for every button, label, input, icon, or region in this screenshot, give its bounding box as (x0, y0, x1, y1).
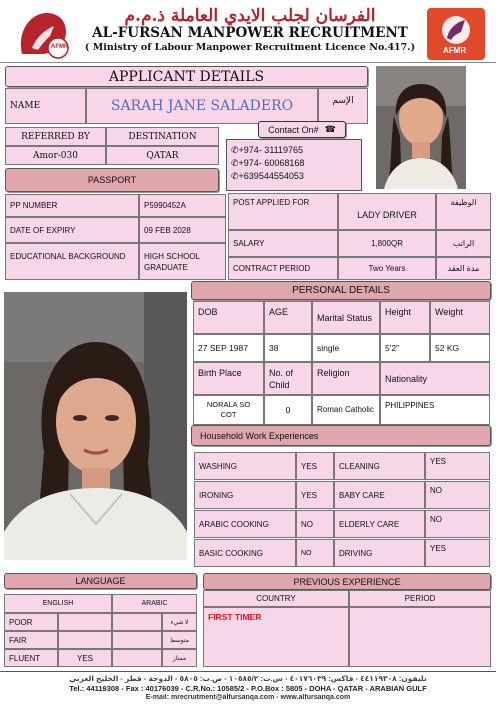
birth-place-value: NORALA SO COT (193, 395, 264, 425)
language-level-label: FLUENT (4, 649, 58, 667)
english-level-value (58, 631, 112, 649)
skill-label: ELDERLY CARE (334, 510, 425, 538)
skill-value: YES (425, 452, 490, 480)
skill-value: YES (296, 481, 334, 509)
name-label: NAME (5, 88, 86, 124)
nationality-value: PHILIPPINES (380, 395, 490, 425)
height-label: Height (380, 301, 430, 334)
footer-english-contact: Tel.: 44119308 - Fax : 40176039 - C.R.No.: 10585/2 - P.O.Box : 5805 - DOHA - QATAR - ARABIAN GULF (69, 684, 427, 693)
age-value: 38 (264, 334, 312, 362)
skill-value: NO (425, 510, 490, 538)
household-title: Household Work Experiences (191, 425, 491, 446)
contact-label (258, 121, 346, 138)
contact-number[interactable]: ✆+974- 31119765 (231, 145, 304, 155)
name-label-arabic: الإسم (318, 88, 368, 124)
referred-by-label: REFERRED BY (5, 127, 106, 146)
weight-label: Weight (430, 301, 490, 334)
phone-icon: ☎ (324, 124, 336, 134)
marital-status-label: Marital Status (312, 301, 380, 334)
post-label: POST APPLIED FOR (228, 193, 338, 230)
skill-value: NO (296, 539, 334, 567)
marital-status-value: single (312, 334, 380, 362)
pp-number-value: P5990452A (139, 194, 226, 217)
footer-email[interactable]: E-mail: mrecruitment@alfursanqa.com - www.alfursanqa.com (145, 694, 351, 701)
company-logo-right (427, 8, 485, 60)
footer-arabic-contact: تليفون: ٤٤١١٩٣٠٨ - فاكس: ٤٠١٧٦٠٣٩ - س.ت: ١٠٥٨٥/٢ - ص.ب: ٥٨٠٥ - الدوحة - قطر - الخليج العربي (69, 674, 427, 683)
dob-value: 27 SEP 1987 (193, 334, 264, 362)
dob-label: DOB (193, 301, 264, 334)
height-value: 5'2" (380, 334, 430, 362)
footer-divider (0, 671, 496, 672)
birth-place-label: Birth Place (193, 362, 264, 395)
post-label-arabic: الوظيفة (436, 193, 491, 230)
language-title: LANGUAGE (4, 573, 197, 589)
skill-label: BASIC COOKING (194, 539, 296, 567)
salary-value: 1,800QR (338, 230, 436, 257)
expiry-value: 09 FEB 2028 (139, 217, 226, 243)
arabic-col-header: ARABIC (112, 594, 197, 613)
applicant-photo-small (376, 66, 466, 189)
english-level-value (58, 613, 112, 631)
contact-list (226, 139, 362, 191)
language-level-label-arabic: لا شيء (162, 613, 197, 631)
skill-value: NO (296, 510, 334, 538)
skill-label: WASHING (194, 452, 296, 480)
licence-subtitle: ( Ministry of Labour Manpower Recruitment Licence No.417.) (84, 42, 416, 53)
language-level-label: FAIR (4, 631, 58, 649)
children-label: No. of Child (264, 362, 312, 395)
skill-value: YES (296, 452, 334, 480)
country-col-header: COUNTRY (203, 590, 349, 607)
age-label: AGE (264, 301, 312, 334)
header-divider (0, 62, 496, 63)
language-level-label-arabic: ممتاز (162, 649, 197, 667)
period-col-header: PERIOD (349, 590, 491, 607)
destination-value: QATAR (106, 146, 219, 165)
education-value: HIGH SCHOOL GRADUATE (139, 243, 226, 280)
arabic-company-name: الفرسان لجلب الايدي العاملة ذ.م.م (124, 6, 376, 26)
period-label-arabic: مدة العقد (436, 257, 491, 280)
english-col-header: ENGLISH (4, 594, 112, 613)
nationality-label: Nationality (380, 362, 490, 395)
expiry-label: DATE OF EXPIRY (5, 217, 139, 243)
passport-title: PASSPORT (5, 168, 219, 192)
period-value (349, 607, 491, 667)
contact-label-text: Contact On# (268, 124, 319, 135)
skill-label: BABY CARE (334, 481, 425, 509)
post-value: LADY DRIVER (338, 193, 436, 230)
period-value: Two Years (338, 257, 436, 280)
skill-label: ARABIC COOKING (194, 510, 296, 538)
applicant-name: SARAH JANE SALADERO (86, 88, 318, 124)
weight-value: 52 KG (430, 334, 490, 362)
language-level-label: POOR (4, 613, 58, 631)
education-label: EDUCATIONAL BACKGROUND (5, 243, 139, 280)
logo-right-text: AFMR (443, 46, 467, 55)
arabic-level-value (112, 631, 162, 649)
company-logo-left (14, 8, 72, 60)
logo-left-text: AFMR (51, 44, 69, 50)
english-level-value: YES (58, 649, 112, 667)
period-label: CONTRACT PERIOD (228, 257, 338, 280)
skill-label: CLEANING (334, 452, 425, 480)
destination-label: DESTINATION (106, 127, 219, 146)
applicant-photo-large (4, 292, 187, 560)
children-value: 0 (264, 395, 312, 425)
language-level-label-arabic: متوسط (162, 631, 197, 649)
skill-value: NO (425, 481, 490, 509)
arabic-level-value (112, 613, 162, 631)
first-timer-label: FIRST TIMER (203, 607, 349, 667)
religion-label: Religion (312, 362, 380, 395)
skill-value: YES (425, 539, 490, 567)
referred-by-value: Amor-030 (5, 146, 106, 165)
personal-details-title: PERSONAL DETAILS (191, 281, 491, 300)
experience-title: PREVIOUS EXPERIENCE (203, 573, 491, 590)
salary-label: SALARY (228, 230, 338, 257)
religion-value: Roman Catholic (312, 395, 380, 425)
skill-label: IRONING (194, 481, 296, 509)
skill-label: DRIVING (334, 539, 425, 567)
arabic-level-value (112, 649, 162, 667)
company-name: AL-FURSAN MANPOWER RECRUITMENT (92, 25, 408, 41)
applicant-details-title: APPLICANT DETAILS (5, 66, 368, 87)
salary-label-arabic: الراتب (436, 230, 491, 257)
contact-number[interactable]: ✆+639544554053 (231, 171, 304, 181)
pp-number-label: PP NUMBER (5, 194, 139, 217)
contact-number[interactable]: ✆+974- 60068168 (231, 158, 305, 168)
